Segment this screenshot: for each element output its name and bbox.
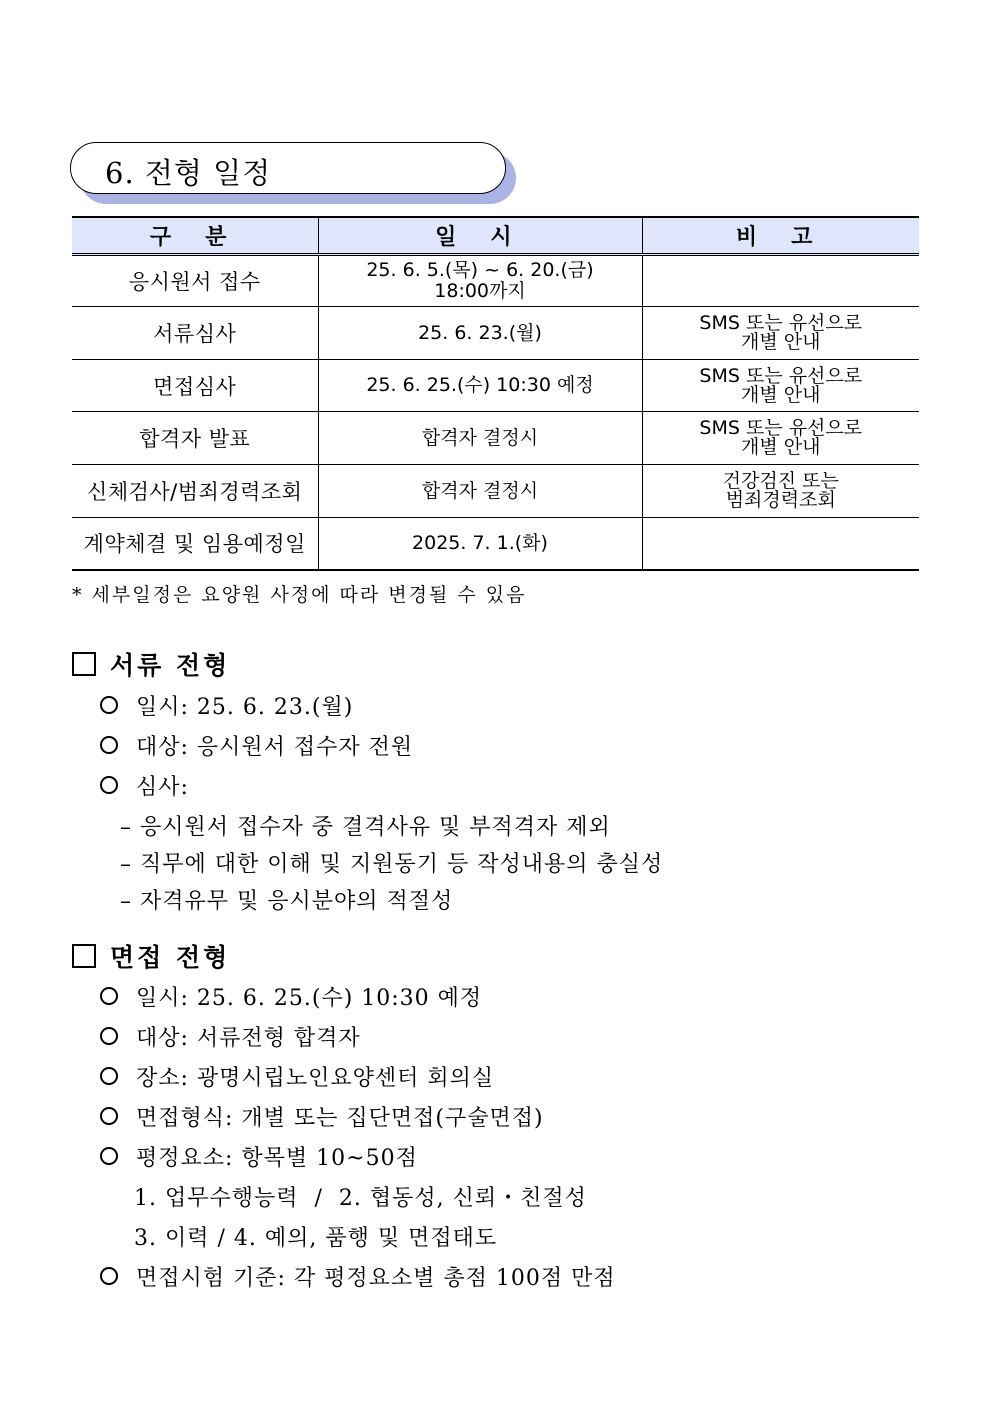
doc-screening-heading xyxy=(72,646,230,682)
doc-target-text: 대상: 응시원서 접수자 전원 xyxy=(136,735,414,760)
row-note xyxy=(642,412,919,465)
table-row xyxy=(72,465,919,518)
circle-bullet-icon xyxy=(100,1027,118,1045)
row-note-line: 범죄경력조회 xyxy=(725,489,836,511)
doc-criterion: – 직무에 대한 이해 및 지원동기 등 작성내용의 충실성 xyxy=(120,852,664,877)
circle-bullet-icon xyxy=(100,1107,118,1125)
row-item: 합격자 발표 xyxy=(72,412,318,465)
circle-bullet-icon xyxy=(100,987,118,1005)
doc-review xyxy=(100,770,189,801)
row-note-line: 개별 안내 xyxy=(741,436,821,458)
row-note-line: SMS 또는 유선으로 xyxy=(699,417,863,439)
interview-place-text: 장소: 광명시립노인요양센터 회의실 xyxy=(136,1066,495,1091)
row-note xyxy=(642,518,919,570)
row-date xyxy=(318,255,642,307)
interview-format xyxy=(100,1101,544,1132)
circle-bullet-icon xyxy=(100,1067,118,1085)
header-date: 일 시 xyxy=(318,217,642,255)
row-date-line: 25. 6. 5.(목) ~ 6. 20.(금) xyxy=(366,259,594,281)
circle-bullet-icon xyxy=(100,696,118,714)
doc-criterion: – 응시원서 접수자 중 결격사유 및 부적격자 제외 xyxy=(120,815,611,840)
row-item: 응시원서 접수 xyxy=(72,255,318,307)
header-category: 구 분 xyxy=(72,217,318,255)
row-item: 신체검사/범죄경력조회 xyxy=(72,465,318,518)
interview-standard xyxy=(100,1261,616,1292)
interview-date xyxy=(100,981,482,1012)
circle-bullet-icon xyxy=(100,776,118,794)
row-note xyxy=(642,360,919,412)
row-item: 면접심사 xyxy=(72,360,318,412)
interview-heading-text: 면접 전형 xyxy=(110,943,231,972)
doc-review-text: 심사: xyxy=(136,775,189,800)
row-note xyxy=(642,465,919,518)
interview-date-text: 일시: 25. 6. 25.(수) 10:30 예정 xyxy=(136,986,483,1011)
doc-screening-heading-text: 서류 전형 xyxy=(110,651,231,680)
row-date: 25. 6. 23.(월) xyxy=(318,307,642,360)
table-row xyxy=(72,307,919,360)
interview-elements-line: 3. 이력 / 4. 예의, 품행 및 면접태도 xyxy=(134,1226,498,1251)
row-date: 2025. 7. 1.(화) xyxy=(318,518,642,570)
row-note-line: SMS 또는 유선으로 xyxy=(699,312,863,334)
row-note xyxy=(642,255,919,307)
section-title-box xyxy=(70,142,506,194)
schedule-table xyxy=(72,216,919,571)
doc-target xyxy=(100,730,413,761)
interview-target-text: 대상: 서류전형 합격자 xyxy=(136,1026,361,1051)
row-note-line: SMS 또는 유선으로 xyxy=(699,364,863,387)
interview-elements-text: 평정요소: 항목별 10~50점 xyxy=(136,1146,418,1171)
row-date: 합격자 결정시 xyxy=(318,465,642,518)
header-note: 비 고 xyxy=(642,217,919,255)
circle-bullet-icon xyxy=(100,736,118,754)
table-header-row xyxy=(72,217,919,255)
section-title: 6. 전형 일정 xyxy=(105,156,272,190)
row-date-line: 18:00까지 xyxy=(434,280,526,302)
row-item: 계약체결 및 임용예정일 xyxy=(72,518,318,570)
interview-heading xyxy=(72,938,230,974)
row-note-line: 개별 안내 xyxy=(741,383,821,406)
title-frame xyxy=(70,142,506,194)
interview-target xyxy=(100,1021,361,1052)
interview-format-text: 면접형식: 개별 또는 집단면접(구술면접) xyxy=(136,1106,544,1131)
row-item: 서류심사 xyxy=(72,307,318,360)
row-note-line: 개별 안내 xyxy=(741,331,821,353)
row-date: 25. 6. 25.(수) 10:30 예정 xyxy=(318,360,642,412)
doc-date xyxy=(100,690,353,721)
footnote: * 세부일정은 요양원 사정에 따라 변경될 수 있음 xyxy=(72,584,527,606)
interview-elements xyxy=(100,1141,418,1172)
checkbox-square-icon xyxy=(72,944,96,968)
table-row xyxy=(72,360,919,412)
circle-bullet-icon xyxy=(100,1147,118,1165)
doc-date-text: 일시: 25. 6. 23.(월) xyxy=(136,695,354,720)
row-date: 합격자 결정시 xyxy=(318,412,642,465)
interview-place xyxy=(100,1061,494,1092)
row-note xyxy=(642,307,919,360)
table-row xyxy=(72,518,919,570)
table-row xyxy=(72,412,919,465)
doc-criterion: – 자격유무 및 응시분야의 적절성 xyxy=(120,889,454,914)
interview-elements-line: 1. 업무수행능력 / 2. 협동성, 신뢰・친절성 xyxy=(134,1186,587,1211)
interview-standard-text: 면접시험 기준: 각 평정요소별 총점 100점 만점 xyxy=(136,1266,616,1291)
row-note-line: 건강검진 또는 xyxy=(722,470,839,492)
table-row xyxy=(72,255,919,307)
circle-bullet-icon xyxy=(100,1267,118,1285)
checkbox-square-icon xyxy=(72,652,96,676)
